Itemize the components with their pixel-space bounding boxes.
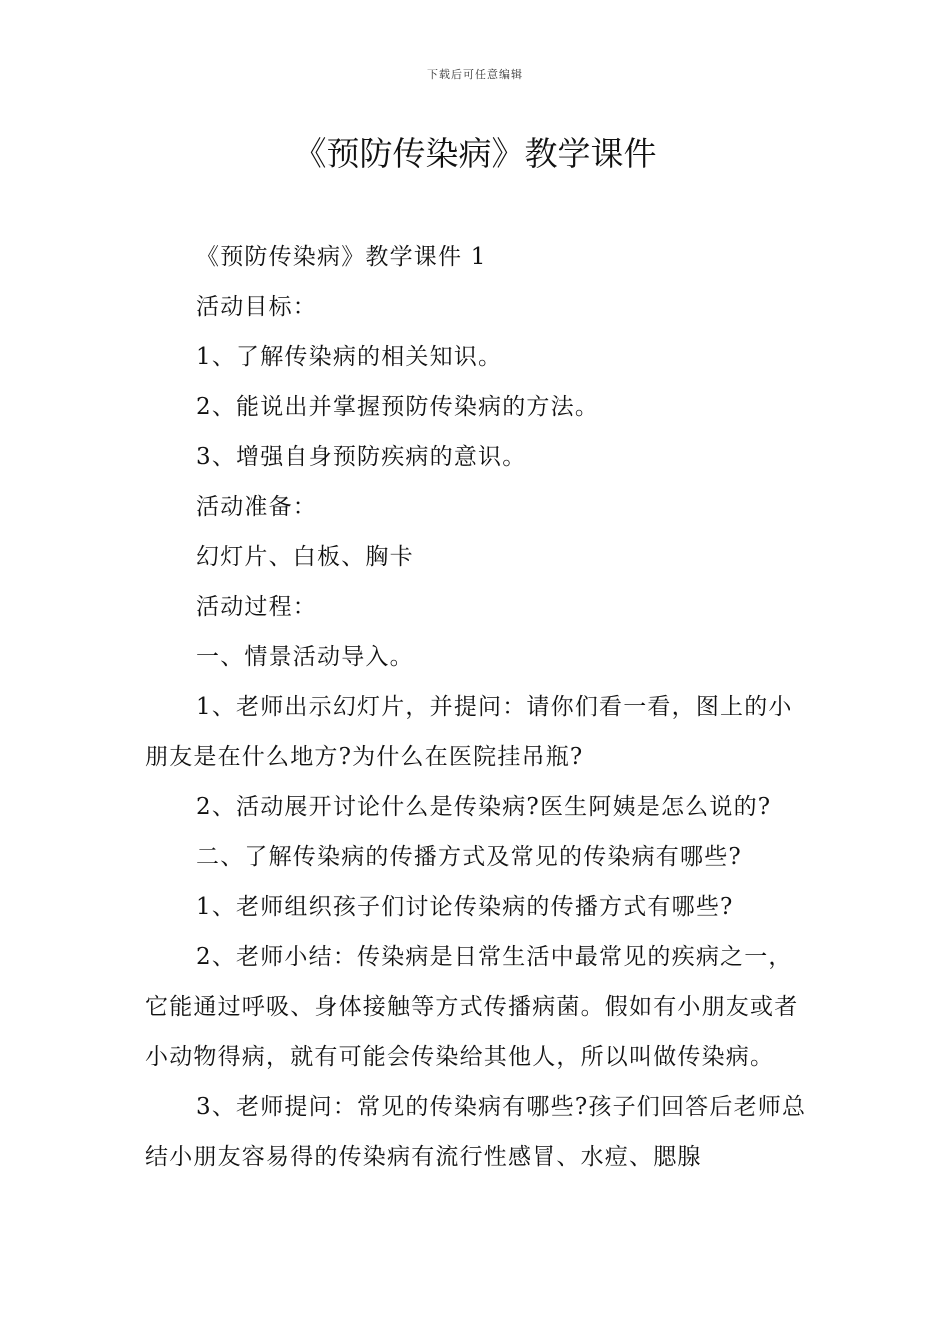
paragraph-step-2-3: 3、老师提问：常见的传染病有哪些?孩子们回答后老师总结小朋友容易得的传染病有流行性感冒、水痘、腮腺 <box>145 1094 807 1170</box>
paragraph-goals-heading: 活动目标： <box>196 294 317 320</box>
paragraph-step-2-1: 1、老师组织孩子们讨论传染病的传播方式有哪些? <box>196 894 734 920</box>
paragraph-process-heading: 活动过程： <box>196 594 317 620</box>
paragraph-section-1: 一、情景活动导入。 <box>196 644 414 670</box>
paragraph-step-1-2: 2、活动展开讨论什么是传染病?医生阿姨是怎么说的? <box>196 794 772 820</box>
paragraph-section-2: 二、了解传染病的传播方式及常见的传染病有哪些? <box>196 844 742 870</box>
paragraph-prep-heading: 活动准备： <box>196 494 317 520</box>
document-body <box>145 232 813 1182</box>
paragraph-goal-3: 3、增强自身预防疾病的意识。 <box>196 444 527 470</box>
paragraph-step-1-1: 1、老师出示幻灯片，并提问：请你们看一看，图上的小朋友是在什么地方?为什么在医院挂吊瓶? <box>145 694 793 770</box>
document-title: 《预防传染病》教学课件 <box>293 134 657 173</box>
paragraph-goal-2: 2、能说出并掌握预防传染病的方法。 <box>196 394 600 420</box>
paragraph-subtitle: 《预防传染病》教学课件 1 <box>196 244 487 270</box>
paragraph-prep-items: 幻灯片、白板、胸卡 <box>196 544 414 570</box>
header-note: 下载后可任意编辑 <box>427 68 523 81</box>
paragraph-goal-1: 1、了解传染病的相关知识。 <box>196 344 503 370</box>
paragraph-step-2-2: 2、老师小结：传染病是日常生活中最常见的疾病之一，它能通过呼吸、身体接触等方式传播病菌。假如有小朋友或者小动物得病，就有可能会传染给其他人，所以叫做传染病。 <box>145 944 799 1070</box>
